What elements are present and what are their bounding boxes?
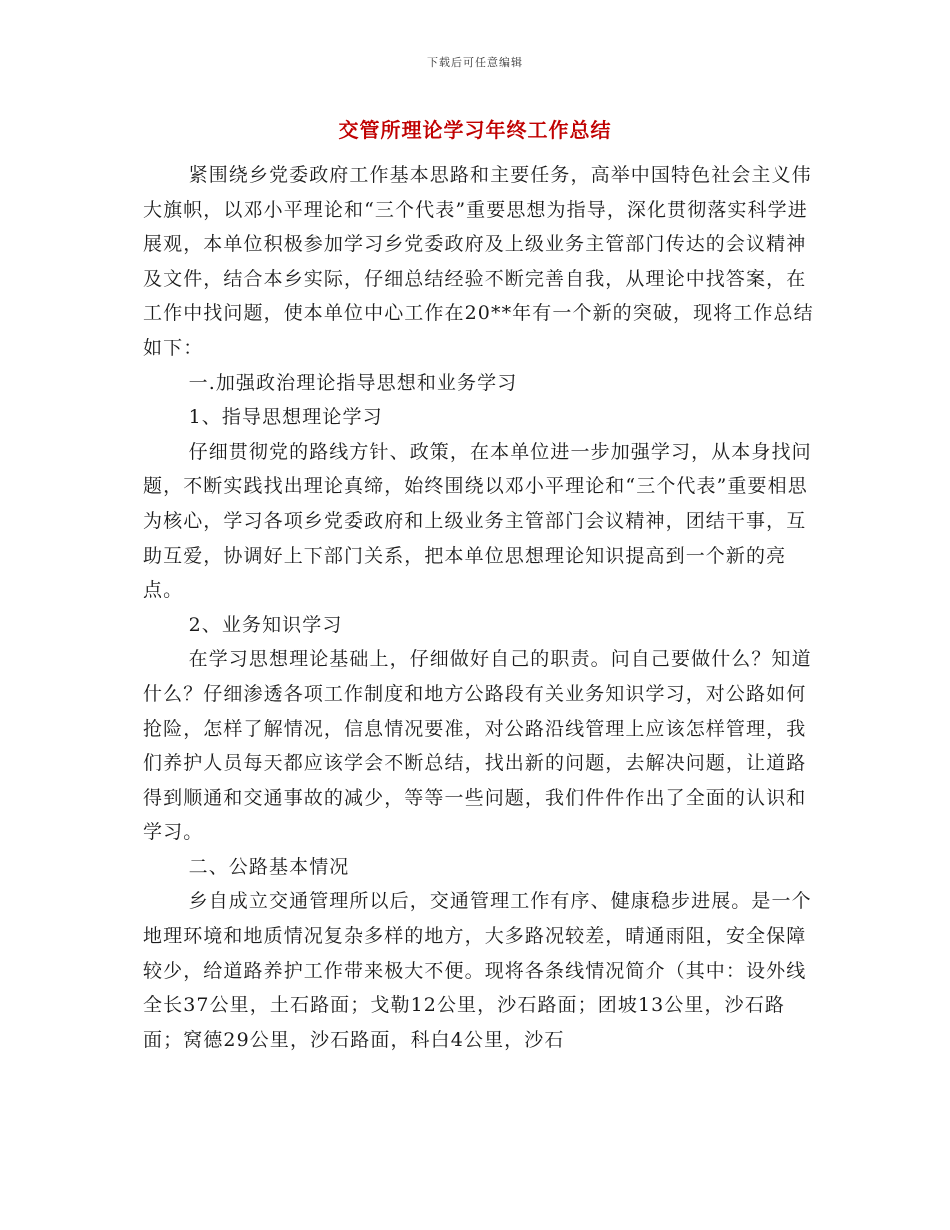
paragraph-theory-study: 仔细贯彻党的路线方针、政策，在本单位进一步加强学习，从本身找问题，不断实践找出理论真缔，始终围绕以邓小平理论和“三个代表”重要相思为核心，学习各项乡党委政府和上级业务主管部门会议精神，团结干事，互助互爱，协调好上下部门关系，把本单位思想理论知识提高到一个新的亮点。 [143,440,812,602]
document-body [143,158,823,1057]
paragraph-road-status: 乡自成立交通管理所以后，交通管理工作有序、健康稳步进展。是一个地理环境和地质情况复杂多样的地方，大多路况较差，晴通雨阻，安全保障较少，给道路养护工作带来极大不便。现将各条线情况简介（其中：设外线全长37公里，土石路面；戈勒12公里，沙石路面；团坡13公里，沙石路面；窝德29公里，沙石路面，科白4公里，沙石 [143,890,812,1051]
paragraph-business-study: 在学习思想理论基础上，仔细做好自己的职责。问自己要做什么？知道什么？仔细渗透各项工作制度和地方公路段有关业务知识学习，对公路如何抢险，怎样了解情况，信息情况要准，对公路沿线管理上应该怎样管理，我们养护人员每天都应该学会不断总结，找出新的问题，去解决问题，让道路得到顺通和交通事故的减少，等等一些问题，我们件件作出了全面的认识和学习。 [143,648,812,844]
paragraph-intro: 紧围绕乡党委政府工作基本思路和主要任务，高举中国特色社会主义伟大旗帜，以邓小平理论和“三个代表”重要思想为指导，深化贯彻落实科学进展观，本单位积极参加学习乡党委政府及上级业务主管部门传达的会议精神及文件，结合本乡实际，仔细总结经验不断完善自我，从理论中找答案，在工作中找问题，使本单位中心工作在20**年有一个新的突破，现将工作总结如下： [143,164,814,359]
header-note: 下载后可任意编辑 [427,56,523,69]
section-heading-1: 一.加强政治理论指导思想和业务学习 [188,371,518,394]
section-heading-2: 二、公路基本情况 [188,855,350,878]
subsection-heading-1: 1、指导思想理论学习 [188,406,383,429]
document-title: 交管所理论学习年终工作总结 [338,118,612,142]
subsection-heading-2: 2、业务知识学习 [188,613,343,636]
